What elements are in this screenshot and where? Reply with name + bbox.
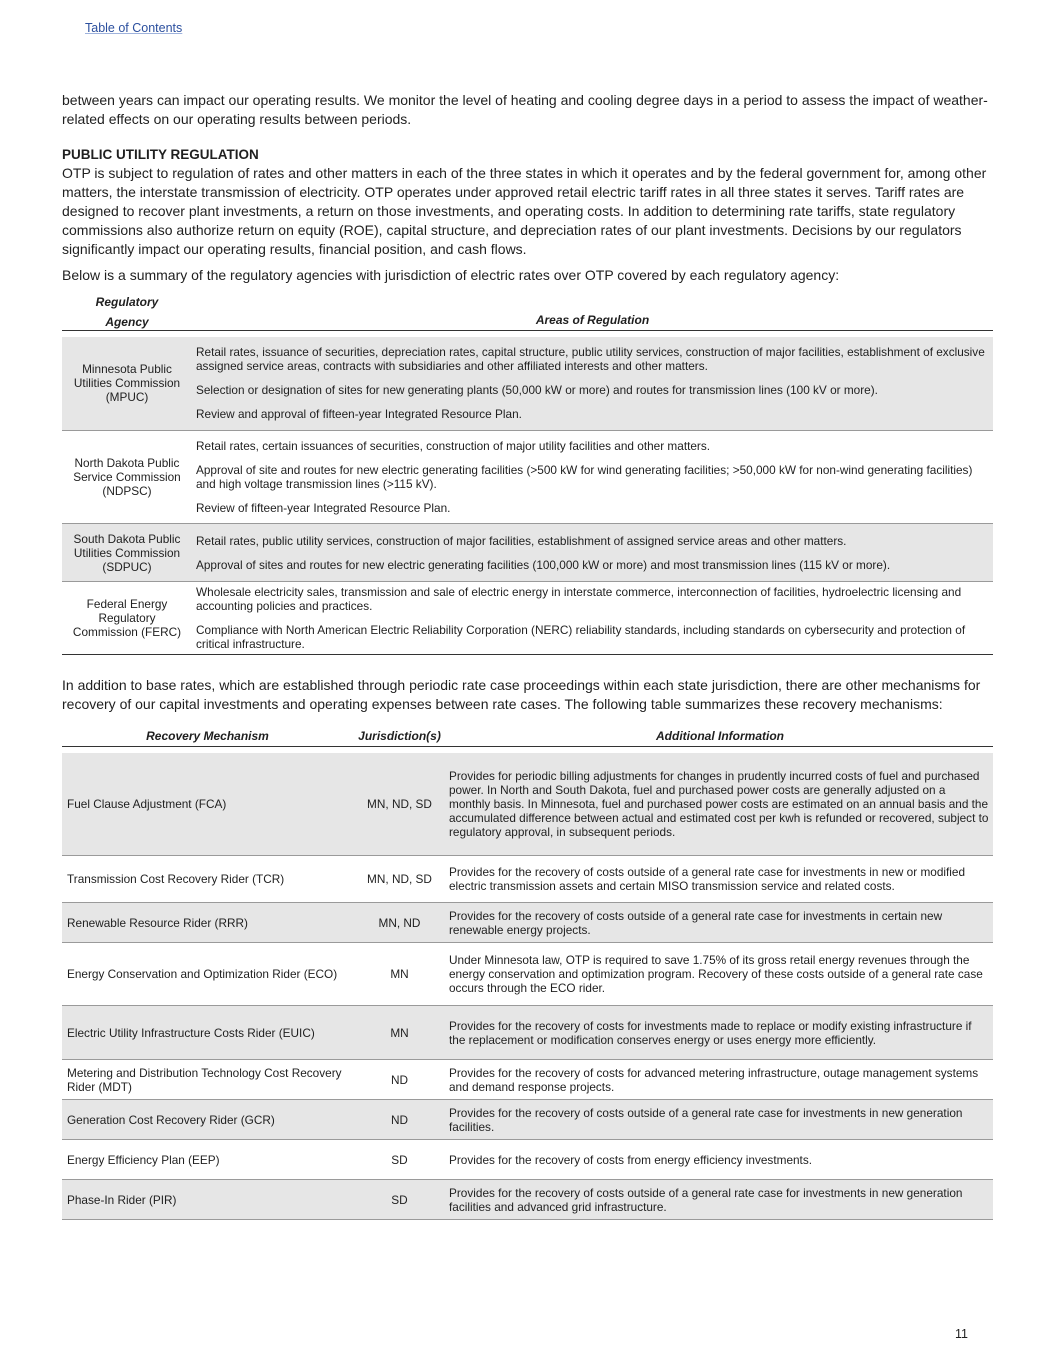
public-utility-regulation-section — [62, 145, 993, 259]
mechanism-name: Generation Cost Recovery Rider (GCR) — [62, 1100, 352, 1140]
regulation-paragraph: OTP is subject to regulation of rates and other matters in each of the three states in which it operates and by the federal government for, among other matters, the interstate transmission of electricity. OTP operates under approved retail electric tariff rates in all three states it serves. Tariff rates are designed to recover plant investments, a return on those investments, and operating costs. In addition to determining rate tariffs, state regulatory commissions also authorize return on equity (ROE), capital structure, and depreciation rates of our plant investments. Decisions by our regulators significantly impact our operating results, financial position, and cash flows. — [62, 165, 987, 257]
additional-info: Provides for periodic billing adjustments for changes in prudently incurred costs of fuel and purchased power. In North and South Dakota, fuel and purchased power costs are generally adjusted on a monthly basis. In Minnesota, fuel and purchased power costs are estimated on an annual basis and the accumulated difference between actual and estimated cost per kwh is refunded or recovered, subject to regulatory approval, in subsequent periods. — [447, 753, 993, 856]
jurisdiction: SD — [352, 1140, 447, 1180]
mechanism-name: Fuel Clause Adjustment (FCA) — [62, 753, 352, 856]
mechanism-name: Energy Efficiency Plan (EEP) — [62, 1140, 352, 1180]
jurisdiction: MN — [352, 943, 447, 1006]
page-number: 11 — [955, 1327, 968, 1341]
table-row — [62, 1060, 993, 1100]
agency-name: North Dakota Public Service Commission (NDPSC) — [62, 431, 192, 524]
table-row — [62, 856, 993, 903]
table-row — [62, 1100, 993, 1140]
agency-table-header-row1 — [62, 295, 993, 313]
areas-header: Areas of Regulation — [192, 313, 993, 331]
agency-row-mpuc — [62, 337, 993, 431]
agency-name: Minnesota Public Utilities Commission (MPUC) — [62, 337, 192, 431]
area-item: Retail rates, issuance of securities, depreciation rates, capital structure, public utility services, construction of major facilities, establishment of exclusive assigned service areas, contracts with subsidiaries and other affiliated interests and other matters. — [196, 345, 985, 374]
table-row — [62, 943, 993, 1006]
additional-info: Under Minnesota law, OTP is required to save 1.75% of its gross retail energy revenues through the energy conservation and optimization program. Recovery of these costs outside of a general rate case occurs through the ECO rider. — [447, 943, 993, 1006]
jurisdiction-header: Jurisdiction(s) — [352, 729, 447, 747]
additional-info: Provides for the recovery of costs for investments made to replace or modify existing infrastructure if the replacement or modification conserves energy or uses energy more efficiently. — [447, 1006, 993, 1060]
area-item: Wholesale electricity sales, transmission and sale of electric energy in interstate commerce, interconnection of facilities, hydroelectric licensing and accounting policies and practices. — [196, 585, 962, 613]
area-item: Review of fifteen-year Integrated Resource Plan. — [196, 501, 451, 515]
table-row — [62, 1140, 993, 1180]
agency-row-ndpsc — [62, 431, 993, 524]
summary-lead-paragraph: Below is a summary of the regulatory agencies with jurisdiction of electric rates over OTP covered by each regulatory agency: — [62, 267, 840, 283]
additional-info: Provides for the recovery of costs from energy efficiency investments. — [447, 1140, 993, 1180]
additional-info: Provides for the recovery of costs outside of a general rate case for investments in new generation facilities. — [447, 1100, 993, 1140]
agency-name: Federal Energy Regulatory Commission (FERC) — [62, 582, 192, 655]
recovery-table-header-row — [62, 729, 993, 747]
continuation-paragraph: between years can impact our operating results. We monitor the level of heating and cooling degree days in a period to assess the impact of weather-related effects on our operating results between periods. — [62, 92, 988, 127]
additional-info: Provides for the recovery of costs outside of a general rate case for investments in certain new renewable energy projects. — [447, 903, 993, 943]
mechanism-name: Electric Utility Infrastructure Costs Rider (EUIC) — [62, 1006, 352, 1060]
area-item: Retail rates, public utility services, construction of major facilities, establishment of assigned service areas and other matters. — [196, 533, 847, 548]
recovery-intro-paragraph: In addition to base rates, which are established through periodic rate case proceedings within each state jurisdiction, there are other mechanisms for recovery of our capital investments and operating expenses between rate cases. The following table summarizes these recovery mechanisms: — [62, 677, 981, 712]
agency-header-line2: Agency — [62, 313, 192, 331]
area-item: Approval of sites and routes for new electric generating facilities (100,000 kW or more) and most transmission lines (115 kV or more). — [196, 557, 891, 572]
jurisdiction: MN, ND — [352, 903, 447, 943]
area-item: Retail rates, certain issuances of securities, construction of major utility facilities and other matters. — [196, 439, 711, 453]
mechanism-name: Renewable Resource Rider (RRR) — [62, 903, 352, 943]
table-row — [62, 903, 993, 943]
area-item: Approval of site and routes for new electric generating facilities (>500 kW for wind generating facilities; >50,000 kW for non-wind generating facilities) and high voltage transmission lines (>115 kV). — [196, 463, 973, 491]
area-item: Review and approval of fifteen-year Integrated Resource Plan. — [196, 407, 522, 422]
jurisdiction: SD — [352, 1180, 447, 1220]
recovery-mechanism-table — [62, 729, 993, 1220]
table-of-contents-link[interactable]: Table of Contents — [85, 21, 183, 35]
agency-name: South Dakota Public Utilities Commission (SDPUC) — [62, 524, 192, 582]
mechanism-name: Transmission Cost Recovery Rider (TCR) — [62, 856, 352, 903]
section-heading: PUBLIC UTILITY REGULATION — [62, 147, 259, 162]
agency-table-header-row2 — [62, 313, 993, 331]
agency-row-sdpuc — [62, 524, 993, 582]
table-row — [62, 1180, 993, 1220]
mechanism-name: Energy Conservation and Optimization Rider (ECO) — [62, 943, 352, 1006]
jurisdiction: MN — [352, 1006, 447, 1060]
jurisdiction: MN, ND, SD — [352, 856, 447, 903]
regulatory-agency-table — [62, 295, 993, 655]
agency-row-ferc — [62, 582, 993, 655]
additional-info-header: Additional Information — [447, 729, 993, 747]
agency-header-line1: Regulatory — [95, 295, 159, 309]
area-item: Compliance with North American Electric Reliability Corporation (NERC) reliability standards, including standards on cybersecurity and protection of critical infrastructure. — [196, 623, 966, 651]
mechanism-header: Recovery Mechanism — [62, 729, 352, 747]
table-row — [62, 1006, 993, 1060]
jurisdiction: ND — [352, 1100, 447, 1140]
jurisdiction: MN, ND, SD — [352, 753, 447, 856]
additional-info: Provides for the recovery of costs outside of a general rate case for investments in new generation facilities and advanced grid infrastructure. — [447, 1180, 993, 1220]
mechanism-name: Metering and Distribution Technology Cost Recovery Rider (MDT) — [62, 1060, 352, 1100]
area-item: Selection or designation of sites for new generating plants (50,000 kW or more) and routes for transmission lines (100 kV or more). — [196, 383, 878, 398]
mechanism-name: Phase-In Rider (PIR) — [62, 1180, 352, 1220]
jurisdiction: ND — [352, 1060, 447, 1100]
additional-info: Provides for the recovery of costs outside of a general rate case for investments in new or modified electric transmission assets and certain MISO transmission service and related costs. — [447, 856, 993, 903]
additional-info: Provides for the recovery of costs for advanced metering infrastructure, outage management systems and demand response projects. — [447, 1060, 993, 1100]
table-row — [62, 753, 993, 856]
